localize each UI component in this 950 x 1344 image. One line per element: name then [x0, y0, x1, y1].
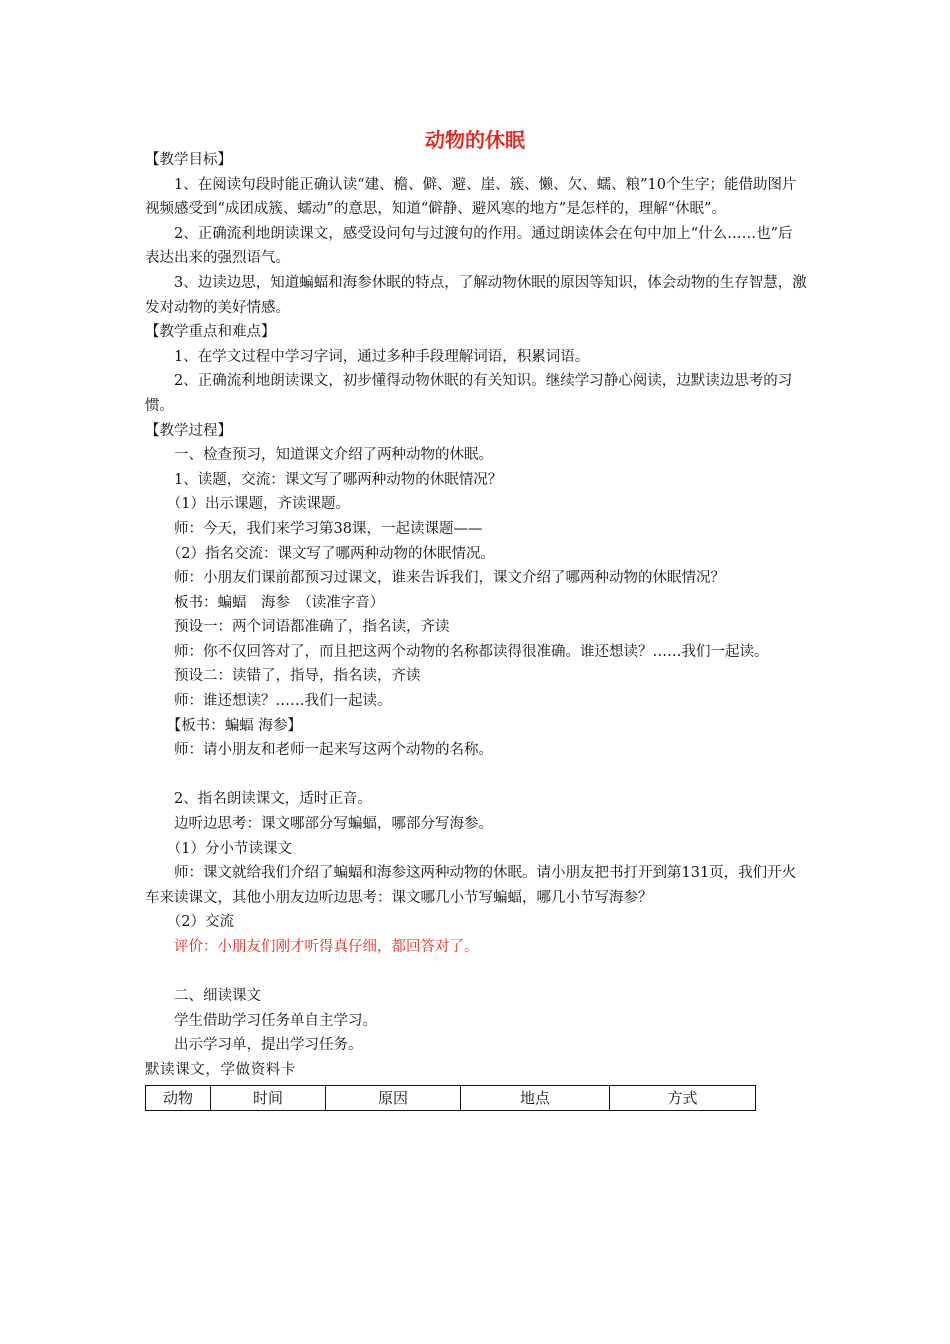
- paragraph-process: （1）出示课题，齐读课题。: [166, 496, 350, 513]
- info-card-table: [145, 1085, 756, 1112]
- paragraph-process: 边听边思考：课文哪部分写蝙蝠，哪部分写海参。: [174, 816, 493, 833]
- table-header-cell: 动物: [146, 1085, 211, 1111]
- paragraph-process: （1）分小节读课文: [166, 840, 292, 857]
- table-header-cell: 方式: [610, 1085, 756, 1111]
- blank-line: [145, 960, 807, 985]
- paragraph-process: 师：课文就给我们介绍了蝙蝠和海参这两种动物的休眠。请小朋友把书打开到第131页，我们开火车来读课文，其他小朋友边听边思考：课文哪几小节写蝙蝠，哪几小节写海参？: [145, 865, 797, 906]
- section-heading-goals: 【教学目标】: [145, 152, 232, 168]
- paragraph-process: （2）指名交流：课文写了哪两种动物的休眠情况。: [166, 545, 495, 562]
- table-header-cell: 地点: [461, 1085, 610, 1111]
- paragraph-process: 师：请小朋友和老师一起来写这两个动物的名称。: [174, 742, 493, 759]
- paragraph-goal-2: 2、正确流利地朗读课文，感受设问句与过渡句的作用。通过朗读体会在句中加上“什么……也”后表达出来的强烈语气。: [145, 225, 793, 267]
- paragraph-process: 板书：蝙蝠 海参 （读准字音）: [174, 594, 385, 611]
- section-heading-key-points: 【教学重点和难点】: [145, 324, 276, 341]
- table-header-cell: 原因: [326, 1085, 461, 1111]
- section-heading-process: 【教学过程】: [145, 422, 232, 439]
- paragraph-process: 出示学习单，提出学习任务。: [174, 1037, 363, 1054]
- paragraph-process: 预设二：读错了，指导，指名读，齐读: [174, 668, 421, 685]
- paragraph-process: （2）交流: [166, 914, 234, 931]
- board-note: 【板书：蝙蝠 海参】: [166, 717, 302, 734]
- table-caption: 默读课文，学做资料卡: [145, 1061, 296, 1078]
- document-body: [145, 148, 807, 1111]
- paragraph-process: 2、指名朗读课文，适时正音。: [174, 791, 372, 808]
- paragraph-process: 预设一：两个词语都准确了，指名读，齐读: [174, 619, 450, 636]
- paragraph-process: 1、读题，交流：课文写了哪两种动物的休眠情况？: [174, 471, 503, 488]
- paragraph-process: 一、检查预习，知道课文介绍了两种动物的休眠。: [174, 447, 493, 464]
- paragraph-process: 师：小朋友们课前都预习过课文，谁来告诉我们，课文介绍了哪两种动物的休眠情况？: [174, 570, 725, 587]
- paragraph-key-1: 1、在学文过程中学习字词，通过多种手段理解词语，积累词语。: [174, 348, 590, 365]
- paragraph-process: 学生借助学习任务单自主学习。: [174, 1012, 377, 1029]
- paragraph-key-2: 2、正确流利地朗读课文，初步懂得动物休眠的有关知识。继续学习静心阅读，边默读边思考的习惯。: [145, 373, 793, 414]
- table-header-row: [146, 1085, 756, 1111]
- paragraph-goal-3: 3、边读边思，知道蝙蝠和海参休眠的特点，了解动物休眠的原因等知识，体会动物的生存智慧，激发对动物的美好情感。: [145, 274, 807, 316]
- paragraph-process: 师：谁还想读？……我们一起读。: [174, 693, 392, 710]
- blank-line: [145, 763, 807, 788]
- paragraph-process: 师：今天，我们来学习第38课，一起读课题——: [174, 520, 483, 537]
- evaluation-note: 评价：小朋友们刚才听得真仔细，都回答对了。: [174, 939, 479, 955]
- paragraph-process: 二、细读课文: [174, 988, 261, 1005]
- paragraph-process: 师：你不仅回答对了，而且把这两个动物的名称都读得很准确。谁还想读？……我们一起读。: [174, 643, 769, 660]
- page-title: 动物的休眠: [425, 128, 525, 152]
- paragraph-goal-1: 1、在阅读句段时能正确认读“建、檐、僻、避、崖、簇、懒、欠、蠕、粮”10个生字；能借助图片视频感受到“成团成簇、蠕动”的意思，知道“僻静、避风寒的地方”是怎样的，理解“休眠”。: [145, 176, 797, 218]
- table-header-cell: 时间: [211, 1085, 326, 1111]
